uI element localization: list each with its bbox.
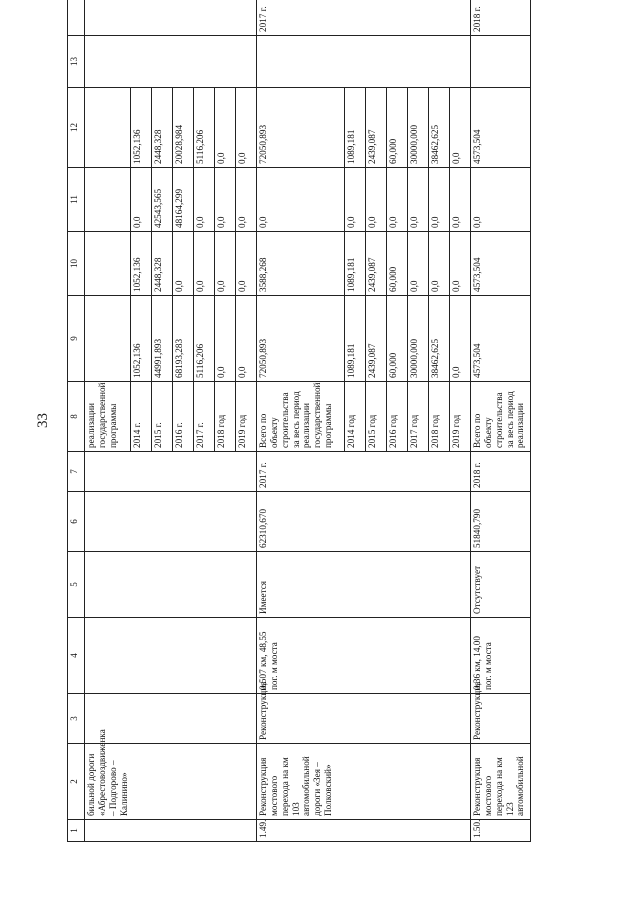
year-cell: 2017 год (408, 382, 429, 452)
value-cell: 0,0 (236, 88, 257, 168)
completion-year: 2018 г. (471, 0, 531, 36)
value-cell: 5116,206 (194, 296, 215, 382)
year-cell: 2018 год (215, 382, 236, 452)
value-cell: 2439,087 (366, 88, 387, 168)
header-cell: 12 (68, 88, 85, 168)
commission-year: 2017 г. (257, 452, 471, 492)
value-cell: 0,0 (131, 168, 152, 232)
table-row (471, 0, 531, 842)
docs-status: Отсутствует (471, 552, 531, 618)
object-name: бильной дороги «Абрестовоздвиженка – Подгорово – Калинино» (85, 744, 257, 820)
header-cell: 13 (68, 36, 85, 88)
value-cell: 1052,136 (131, 232, 152, 296)
value-cell: 0,0 (471, 168, 531, 232)
header-cell: 8 (68, 382, 85, 452)
value-cell: 5116,206 (194, 88, 215, 168)
value-cell: 1089,181 (345, 296, 366, 382)
value-cell: 0,0 (345, 168, 366, 232)
value-cell: 0,0 (215, 232, 236, 296)
row-number: 1.50. (471, 820, 531, 842)
header-cell: 4 (68, 618, 85, 694)
year-cell: 2019 год (450, 382, 471, 452)
year-cell: 2014 год (345, 382, 366, 452)
completion-year: 2017 г. (257, 0, 471, 36)
value-cell: 0,0 (194, 232, 215, 296)
value-cell: 0,0 (450, 88, 471, 168)
header-cell: 10 (68, 232, 85, 296)
table-row (85, 0, 131, 842)
header-cell: 1 (68, 820, 85, 842)
year-cell: 2018 год (429, 382, 450, 452)
value-cell: 1089,181 (345, 88, 366, 168)
value-cell: 2439,087 (366, 232, 387, 296)
value-cell: 60,000 (387, 88, 408, 168)
value-cell: 0,0 (450, 168, 471, 232)
header-row (68, 0, 85, 842)
object-name: Реконструкция мостового перехода на км 123 автомобильной (471, 744, 531, 820)
value-cell: 2448,328 (152, 232, 173, 296)
work-type: Реконструкция (257, 694, 471, 744)
header-cell (68, 0, 85, 36)
value-cell: 30000,000 (408, 88, 429, 168)
value-cell: 0,0 (450, 296, 471, 382)
value-cell: 44991,893 (152, 296, 173, 382)
total-label: Всего по объекту строительства за весь период реализации государственной программы (257, 382, 345, 452)
total-label: Всего по объекту строительства за весь период реализации (471, 382, 531, 452)
value-cell: 0,0 (215, 168, 236, 232)
value-cell: 0,0 (236, 168, 257, 232)
year-cell: 2019 год (236, 382, 257, 452)
value-cell: 60,000 (387, 232, 408, 296)
value-cell: 1089,181 (345, 232, 366, 296)
value-cell: 0,0 (215, 88, 236, 168)
value-cell: 20028,984 (173, 88, 194, 168)
value-cell: 0,0 (450, 232, 471, 296)
value-cell: 0,0 (236, 232, 257, 296)
estimated-cost: 51840,790 (471, 492, 531, 552)
value-cell: 4573,504 (471, 296, 531, 382)
capacity: 0,507 км, 48,55 пог. м моста (257, 618, 471, 694)
header-cell: 6 (68, 492, 85, 552)
header-cell: 2 (68, 744, 85, 820)
commission-year: 2018 г. (471, 452, 531, 492)
value-cell: 1052,136 (131, 88, 152, 168)
value-cell: 0,0 (408, 232, 429, 296)
header-cell: 9 (68, 296, 85, 382)
estimated-cost: 62310,670 (257, 492, 471, 552)
value-cell: 1052,136 (131, 296, 152, 382)
object-name: Реконструкция мостового перехода на км 103 автомобильной дороги «Зея – Полковский» (257, 744, 471, 820)
year-cell: 2016 г. (173, 382, 194, 452)
value-cell: 38462,625 (429, 88, 450, 168)
row-number: 1.49. (257, 820, 471, 842)
value-cell: 60,000 (387, 296, 408, 382)
value-cell: 0,0 (215, 296, 236, 382)
value-cell: 68193,283 (173, 296, 194, 382)
value-cell: 72050,893 (257, 296, 345, 382)
table-row (257, 0, 345, 842)
capacity: 0,36 км, 14,00 пог. м моста (471, 618, 531, 694)
value-cell: 42543,565 (152, 168, 173, 232)
value-cell: 0,0 (429, 168, 450, 232)
header-cell: 3 (68, 694, 85, 744)
value-cell: 48164,299 (173, 168, 194, 232)
value-cell: 72050,893 (257, 88, 345, 168)
value-cell: 30000,000 (408, 296, 429, 382)
value-cell: 0,0 (429, 232, 450, 296)
value-cell: 0,0 (408, 168, 429, 232)
header-cell: 7 (68, 452, 85, 492)
year-cell: 2017 г. (194, 382, 215, 452)
construction-table (67, 0, 531, 842)
value-cell: 4573,504 (471, 232, 531, 296)
docs-status: Имеется (257, 552, 471, 618)
rotated-table-frame (67, 6, 631, 842)
period-label: реализации государственной программы (85, 382, 131, 452)
table-landscape (67, 6, 631, 842)
work-type: Реконструкция (471, 694, 531, 744)
value-cell: 4573,504 (471, 88, 531, 168)
value-cell: 0,0 (236, 296, 257, 382)
value-cell: 0,0 (387, 168, 408, 232)
year-cell: 2014 г. (131, 382, 152, 452)
header-cell: 11 (68, 168, 85, 232)
year-cell: 2015 г. (152, 382, 173, 452)
year-cell: 2015 год (366, 382, 387, 452)
value-cell: 2439,087 (366, 296, 387, 382)
value-cell: 38462,625 (429, 296, 450, 382)
value-cell: 0,0 (173, 232, 194, 296)
value-cell: 3588,268 (257, 232, 345, 296)
value-cell: 0,0 (366, 168, 387, 232)
value-cell: 0,0 (257, 168, 345, 232)
value-cell: 0,0 (194, 168, 215, 232)
year-cell: 2016 год (387, 382, 408, 452)
header-cell: 5 (68, 552, 85, 618)
value-cell: 2448,328 (152, 88, 173, 168)
page-number: 33 (35, 413, 51, 428)
